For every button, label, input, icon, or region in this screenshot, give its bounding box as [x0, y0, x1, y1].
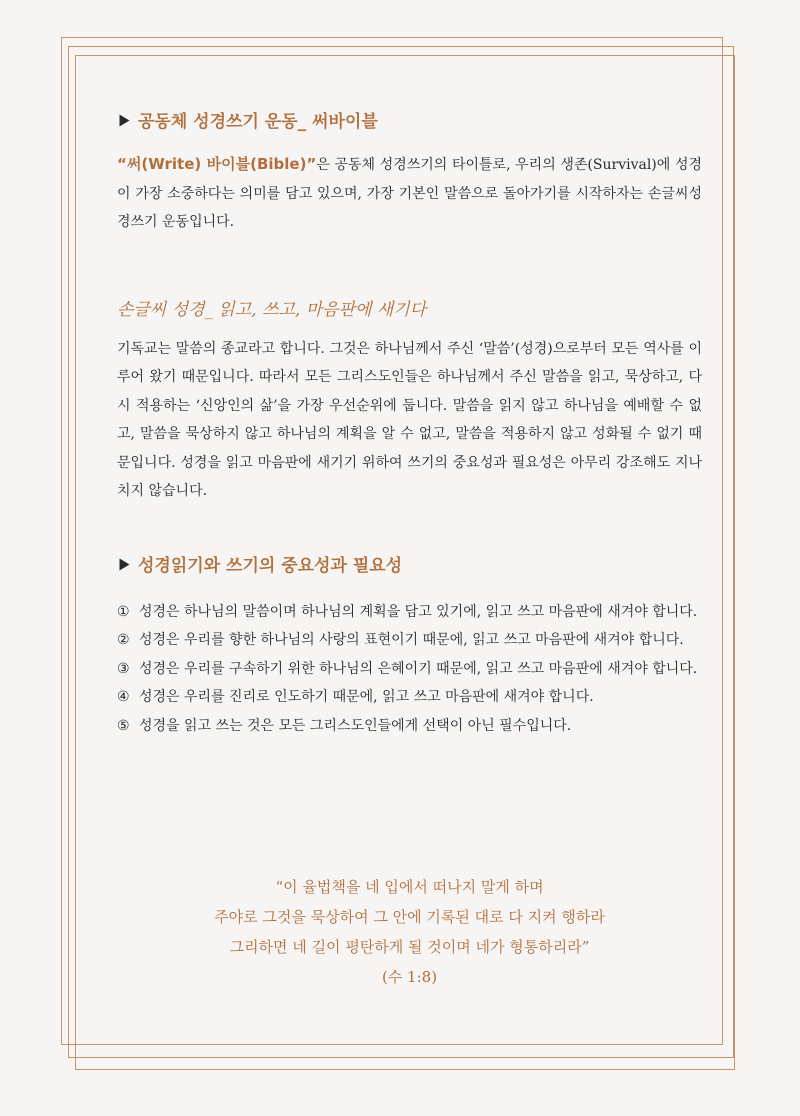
list-item: [117, 712, 702, 741]
list-text: 성경을 읽고 쓰는 것은 모든 그리스도인들에게 선택이 아닌 필수입니다.: [139, 717, 572, 734]
list-number: ③: [117, 660, 130, 677]
quote-line: 그리하면 네 길이 평탄하게 될 것이며 네가 형통하리라”: [229, 938, 590, 956]
list-number: ②: [117, 632, 130, 648]
section-heading-text: 공동체 성경쓰기 운동_ 써바이블: [138, 112, 378, 132]
quote-line: “이 율법책을 네 입에서 떠나지 말게 하며: [275, 878, 544, 896]
brand-title: “써(Write) 바이블(Bible)”: [117, 155, 317, 173]
intro-text: 은 공동체 성경쓰기의 타이틀로, 우리의 생존(Survival)에 성경이 가장 소중하다는 의미를 담고 있으며, 가장 기본인 말씀으로 돌아가기를 시작하자는 손글씨성경쓰기 운동입니다.: [117, 157, 702, 230]
importance-list: [117, 598, 702, 741]
list-item: [117, 655, 702, 684]
list-number: ④: [117, 689, 130, 705]
section-heading-text: 성경읽기와 쓰기의 중요성과 필요성: [138, 555, 403, 576]
list-item: [117, 626, 702, 655]
intro-paragraph: [117, 150, 702, 237]
page-content: [117, 110, 702, 740]
scripture-paragraph: 기독교는 말씀의 종교라고 합니다. 그것은 하나님께서 주신 ‘말씀’(성경)으로부터 모든 역사를 이루어 왔기 때문입니다. 따라서 모든 그리스도인들은 하나님께서 주신 말씀을 읽고, 묵상하고, 다시 적용하는 ‘신앙인의 삶’을 가장 우선순위에 둡니다. 말씀을 읽지 않고 하나님을 예배할 수 없고, 말씀을 묵상하지 않고 하나님의 계획을 알 수 없고, 말씀을 적용하지 않고 성화될 수 없기 때문입니다. 성경을 읽고 마음판에 새기기 위하여 쓰기의 중요성과 필요성은 아무리 강조해도 지나치지 않습니다.: [117, 340, 702, 499]
triangle-right-icon: [117, 114, 132, 127]
list-item: [117, 683, 702, 712]
section-heading-importance: [117, 554, 702, 578]
list-text: 성경은 우리를 향한 하나님의 사랑의 표현이기 때문에, 읽고 쓰고 마음판에 새겨야 합니다.: [139, 632, 684, 648]
list-number: ①: [117, 603, 130, 620]
list-text: 성경은 하나님의 말씀이며 하나님의 계획을 담고 있기에, 읽고 쓰고 마음판에 새겨야 합니다.: [139, 603, 698, 620]
list-text: 성경은 우리를 진리로 인도하기 때문에, 읽고 쓰고 마음판에 새겨야 합니다.: [139, 689, 594, 705]
handwritten-subtitle: 손글씨 성경_ 읽고, 쓰고, 마음판에 새기다: [117, 299, 427, 320]
triangle-right-icon: [117, 558, 132, 571]
quote-reference: (수 1:8): [381, 968, 438, 986]
list-number: ⑤: [117, 717, 130, 734]
quote-line: 주야로 그것을 묵상하여 그 안에 기록된 대로 다 지켜 행하라: [214, 908, 605, 926]
section-heading-community-bible: [117, 110, 702, 134]
scripture-quote: [117, 872, 702, 992]
list-text: 성경은 우리를 구속하기 위한 하나님의 은혜이기 때문에, 읽고 쓰고 마음판에 새겨야 합니다.: [139, 660, 698, 677]
list-item: [117, 598, 702, 627]
